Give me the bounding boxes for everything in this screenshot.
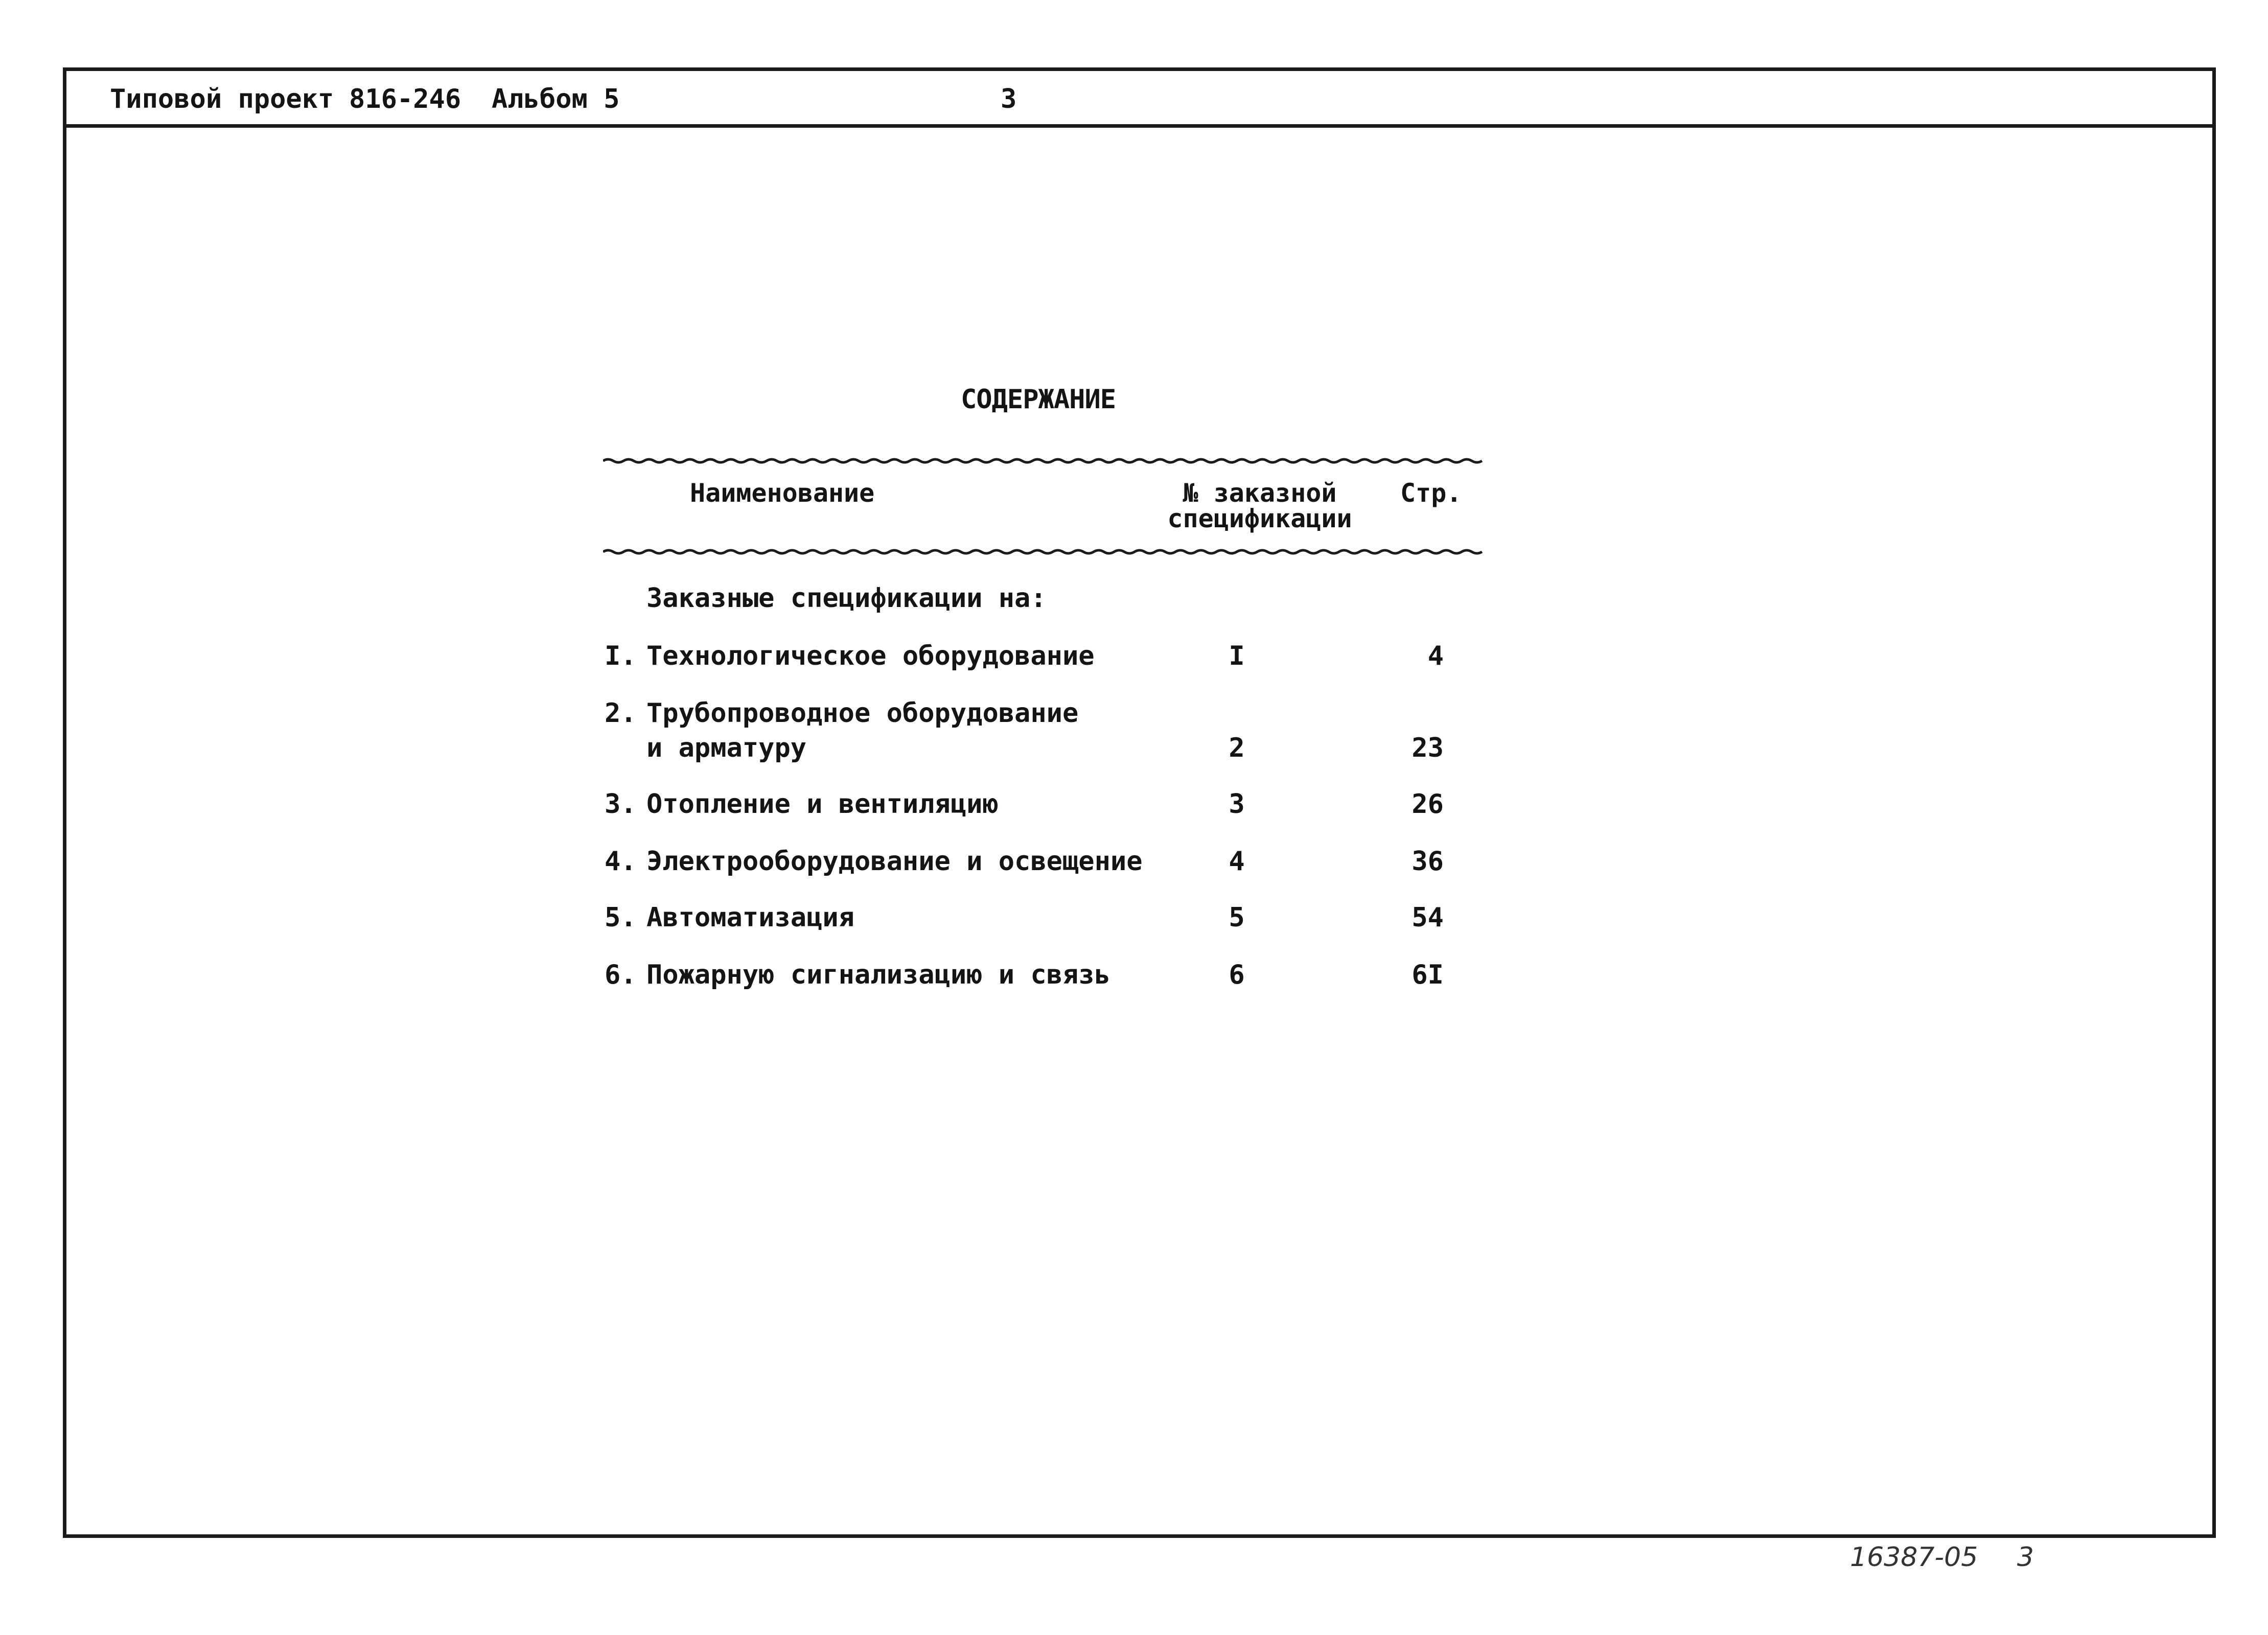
row-spec: I: [1229, 641, 1245, 671]
row-spec: 5: [1229, 902, 1245, 933]
row-page: 26: [1411, 789, 1444, 820]
section-heading: Заказные спецификации на:: [646, 583, 1047, 614]
table-header-rule: [603, 548, 1487, 555]
row-index: 3.: [605, 789, 637, 820]
row-name-line2: и арматуру: [646, 733, 807, 763]
header-divider: [63, 124, 2216, 128]
row-name: Технологическое оборудование: [646, 641, 1095, 671]
row-page: 4: [1427, 641, 1444, 671]
row-spec: 3: [1229, 789, 1245, 820]
row-page: 54: [1411, 902, 1444, 933]
column-header-page: Стр.: [1400, 478, 1462, 508]
row-page: 36: [1411, 846, 1444, 877]
row-spec: 4: [1229, 846, 1245, 877]
row-page: 23: [1411, 733, 1444, 763]
row-name: Трубопроводное оборудование: [646, 698, 1079, 729]
drawing-frame: [63, 67, 2216, 1538]
row-spec: 2: [1229, 733, 1245, 763]
drawing-code: [1850, 1542, 2034, 1573]
row-index: 4.: [605, 846, 637, 877]
document-title: СОДЕРЖАНИЕ: [961, 384, 1116, 415]
row-index: I.: [605, 641, 637, 671]
column-header-spec-line1: № заказной: [1183, 478, 1337, 508]
column-header-spec-line2: спецификации: [1167, 504, 1352, 533]
drawing-code-number: 16387-05: [1850, 1542, 1978, 1573]
sheet-number: 3: [2017, 1542, 2034, 1573]
project-number: 816-246: [349, 84, 461, 114]
row-name: Электрооборудование и освещение: [646, 846, 1143, 877]
project-label: Типовой проект: [110, 84, 334, 114]
column-header-name: Наименование: [690, 478, 875, 508]
row-index: 2.: [605, 698, 637, 729]
row-spec: 6: [1229, 960, 1245, 990]
album-label: Альбом 5: [492, 84, 620, 114]
page-number: 3: [1001, 84, 1017, 114]
row-name: Пожарную сигнализацию и связь: [646, 960, 1110, 990]
row-index: 5.: [605, 902, 637, 933]
row-name: Автоматизация: [646, 902, 854, 933]
row-name: Отопление и вентиляцию: [646, 789, 999, 820]
row-index: 6.: [605, 960, 637, 990]
table-top-rule: [603, 457, 1487, 464]
row-page: 6I: [1411, 960, 1444, 990]
